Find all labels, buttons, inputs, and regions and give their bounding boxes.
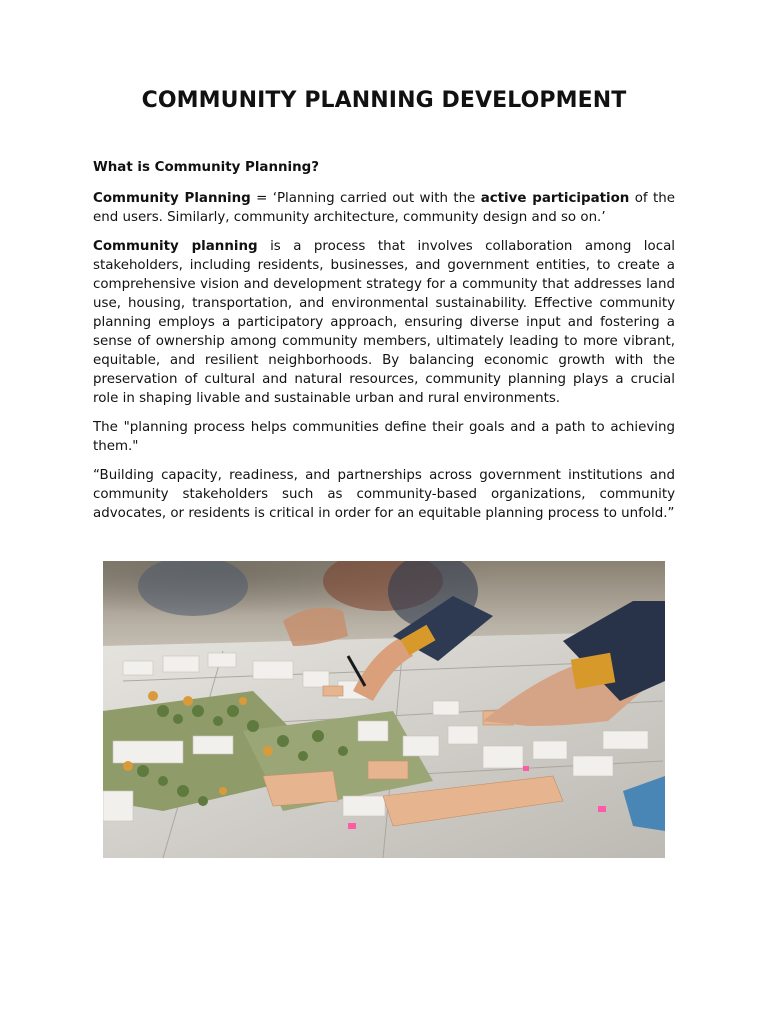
main-paragraph-text: is a process that involves collaboration among local stakeholders, including residents, businesses, and government entities, to create a comprehensive vision and development strategy for a community that addresses land use, housing, transportation, and environmental sustainability. Effective community planning employs a participatory approach, ensuring diverse input and fostering a sense of ownership among community members, ultimately leading to more vibrant, equitable, and resilient neighborhoods. By balancing economic growth with the preservation of cultural and natural resources, community planning plays a crucial role in shaping livable and sustainable urban and rural environments. <box>93 239 675 406</box>
definition-text-after: of the end users. Similarly, community architecture, community design and so on.’ <box>93 191 675 225</box>
section-heading: What is Community Planning? <box>93 160 319 175</box>
definition-bold-phrase: active participation <box>480 191 630 206</box>
quote-paragraph-one: The "planning process helps communities define their goals and a path to achieving them." <box>93 420 675 454</box>
definition-text-before: = ‘Planning carried out with the <box>250 191 481 206</box>
definition-term: Community Planning <box>93 191 251 206</box>
definition-paragraph <box>93 189 675 227</box>
document-body <box>93 158 675 533</box>
main-paragraph-term: Community planning <box>93 239 258 254</box>
quote-paragraph-two: “Building capacity, readiness, and partnerships across government institutions and community stakeholders such as community-based organizations, community advocates, or residents is critical in order for an equitable planning process to unfold.” <box>93 468 675 521</box>
city-model-photo <box>103 561 665 858</box>
page-title: COMMUNITY PLANNING DEVELOPMENT <box>141 88 627 113</box>
main-paragraph <box>93 237 675 408</box>
